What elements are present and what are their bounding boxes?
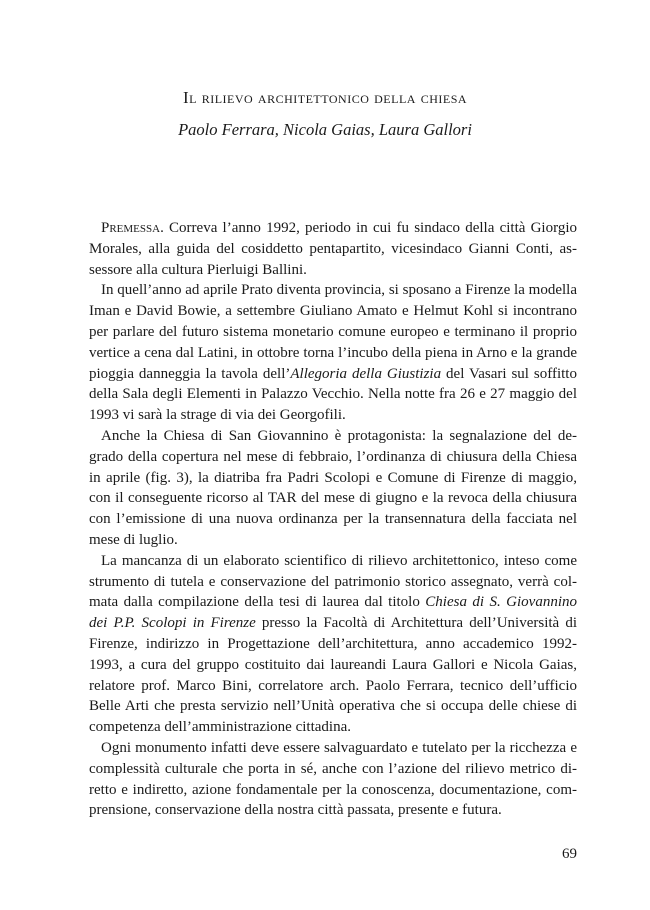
italic-title-text: Allegoria della Giustizia — [290, 365, 442, 382]
paragraph — [89, 551, 577, 738]
paragraph — [89, 738, 577, 821]
paragraph-text: In quell’anno ad aprile Prato diventa provincia, si sposano a Firenze la modella Iman e David Bowie, a settembre Giuliano Amato e Helmut Kohl si incontrano per parlare del futuro sistema monetario comune europeo e terminano il proprio vertice a cena dal Latini, in ottobre torna l’incubo della piena in Arno e la grande pioggia danneggia la tavola dell’ — [89, 282, 577, 382]
section-lead: Premessa. — [101, 220, 164, 236]
italic-title-text: Chiesa di S. Giovannino dei P.P. Scolopi in Firenze — [89, 594, 577, 632]
paragraph — [89, 280, 577, 426]
paragraph-text: Correva l’anno 1992, periodo in cui fu sindaco della città Giorgio Morales, alla guida del cosiddetto pentapartito, vicesindaco Gianni Conti, assessore alla cultura Pierluigi Ballini. — [89, 220, 577, 278]
paragraph-text: Anche la Chiesa di San Giovannino è protagonista: la segnalazione del degrado della copertura nel mese di febbraio, l’ordinanza di chiusura della Chiesa in aprile (fig. 3), la diatriba fra Padri Scolopi e Comune di Firenze di maggio, con il conseguente ricorso al TAR del mese di giugno e la revoca della chiusura con l’emissione di una nuova ordinanza per la transennatura della facciata nel mese di luglio. — [89, 427, 577, 548]
paragraph — [89, 218, 577, 280]
paragraph-text: La mancanza di un elaborato scientifico di rilievo architettonico, inteso come strumento di tutela e conservazione del patrimonio storico assegnato, verrà colmata dalla compilazione della tesi di laurea dal titolo — [89, 552, 577, 611]
paragraph-text: presso la Facoltà di Architettura dell’Università di Firenze, indirizzo in Progettazione dell’architettura, anno accademico 1992-1993, a cura del gruppo costituito dai laureandi Laura Gallori e Nicola Gaias, relatore prof. Marco Bini, correlatore arch. Paolo Ferrara, tecnico dell’ufficio Belle Arti che presta servizio nell’Unità operativa che si occupa delle chiese di competenza dell’amministrazione cittadina. — [89, 615, 577, 736]
page-number: 69 — [562, 846, 577, 862]
chapter-title: Il rilievo architettonico della chiesa — [182, 88, 468, 107]
paragraph — [89, 426, 577, 551]
chapter-authors: Paolo Ferrara, Nicola Gaias, Laura Gallori — [178, 120, 472, 139]
paragraph-text: Ogni monumento infatti deve essere salvaguardato e tutelato per la ricchezza e complessità culturale che porta in sé, anche con l’azione del rilievo metrico diretto e indiretto, azione fondamentale per la conoscenza, documentazione, comprensione, conservazione della nostra città passata, presente e futura. — [89, 739, 577, 819]
body-text — [89, 218, 577, 821]
paragraph-text: del Vasari sul soffitto della Sala degli Elementi in Palazzo Vecchio. Nella notte fra 26 e 27 maggio del 1993 vi sarà la strage di via dei Georgofili. — [89, 365, 577, 424]
